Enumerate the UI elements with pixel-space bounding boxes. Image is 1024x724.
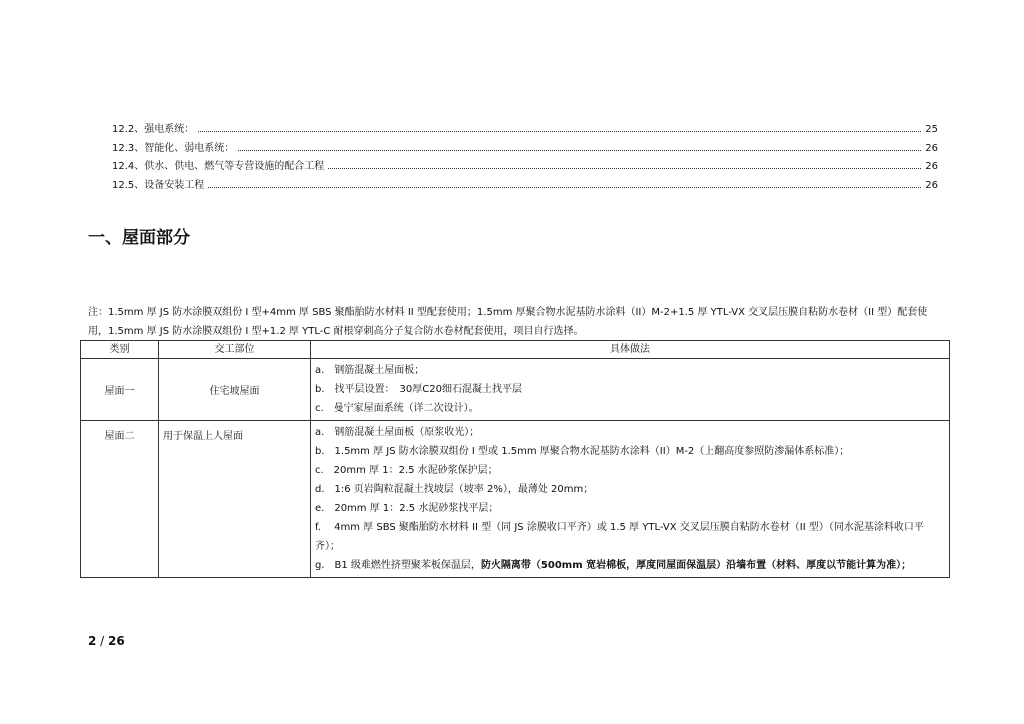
method-item: d. 1:6 页岩陶粒混凝土找坡层（坡率 2%），最薄处 20mm； <box>315 484 594 495</box>
toc-entry-title: 12.2、强电系统： <box>112 124 195 135</box>
table-of-contents <box>112 121 938 195</box>
page-number <box>88 634 125 648</box>
method-item <box>315 556 945 575</box>
header-part: 交工部位 <box>159 341 311 359</box>
toc-entry[interactable] <box>112 158 938 177</box>
page-current: 2 <box>88 634 97 648</box>
toc-entry[interactable] <box>112 121 938 140</box>
table-row <box>81 421 950 578</box>
method-item: a. 钢筋混凝土屋面板； <box>315 365 425 376</box>
toc-entry-title: 12.4、供水、供电、燃气等专营设施的配合工程 <box>112 161 325 172</box>
toc-leader-dots <box>328 167 921 169</box>
toc-entry-title: 12.5、设备安装工程 <box>112 179 205 191</box>
header-method: 具体做法 <box>311 341 950 359</box>
toc-entry-page: 26 <box>925 161 938 172</box>
method-item: c. 曼宁家屋面系统（详二次设计）。 <box>315 403 479 414</box>
section-heading: 一、屋面部分 <box>88 228 190 248</box>
page-total: 26 <box>108 634 125 648</box>
toc-leader-dots <box>198 130 921 132</box>
method-item: a. 钢筋混凝土屋面板（原浆收光）； <box>315 427 480 438</box>
table-row <box>81 359 950 421</box>
method-item-bold-text: 防火隔离带（500mm 宽岩棉板，厚度同屋面保温层）沿墙布置（材料、厚度以节能计算为准）； <box>480 560 912 571</box>
toc-entry-page: 26 <box>925 179 938 191</box>
note-paragraph: 注：1.5mm 厚 JS 防水涂膜双组份 I 型+4mm 厚 SBS 聚酯胎防水材料 II 型配套使用；1.5mm 厚聚合物水泥基防水涂料（II）M-2+1.5 厚 YTL-VX 交叉层压膜自粘防水卷材（II 型）配套使用，1.5mm 厚 JS 防水涂膜双组份 I 型+1.2 厚 YTL-C 耐根穿刺高分子复合防水卷材配套使用，项目自行选择。 <box>88 307 928 337</box>
toc-entry[interactable] <box>112 140 938 159</box>
method-item: e. 20mm 厚 1：2.5 水泥砂浆找平层； <box>315 503 499 514</box>
header-category: 类别 <box>81 341 159 359</box>
method-item: c. 20mm 厚 1：2.5 水泥砂浆保护层； <box>315 465 498 476</box>
row-category: 屋面二 <box>81 421 159 578</box>
method-item: b. 1.5mm 厚 JS 防水涂膜双组份 I 型或 1.5mm 厚聚合物水泥基防水涂料（II）M-2（上翻高度参照防渗漏体系标准）； <box>315 446 850 457</box>
roof-spec-table <box>80 340 950 578</box>
row-part: 住宅坡屋面 <box>159 359 311 421</box>
row-method <box>311 421 950 578</box>
row-part: 用于保温上人屋面 <box>159 421 311 578</box>
page-separator: / <box>96 634 109 648</box>
toc-entry-page: 26 <box>925 142 938 154</box>
row-method <box>311 359 950 421</box>
toc-entry-title: 12.3、智能化、弱电系统： <box>112 142 235 154</box>
method-item-text: g. B1 级难燃性挤塑聚苯板保温层， <box>315 560 481 571</box>
toc-entry-page: 25 <box>925 124 938 135</box>
table-header-row <box>81 341 950 359</box>
toc-entry[interactable] <box>112 177 938 196</box>
toc-leader-dots <box>238 149 921 151</box>
toc-leader-dots <box>208 186 921 188</box>
method-item: f. 4mm 厚 SBS 聚酯胎防水材料 II 型（同 JS 涂膜收口平齐）或 1.5 厚 YTL-VX 交叉层压膜自粘防水卷材（II 型）（同水泥基涂料收口平齐）； <box>315 522 924 552</box>
row-category: 屋面一 <box>81 359 159 421</box>
method-item: b. 找平层设置： 30厚C20细石混凝土找平层 <box>315 384 522 395</box>
